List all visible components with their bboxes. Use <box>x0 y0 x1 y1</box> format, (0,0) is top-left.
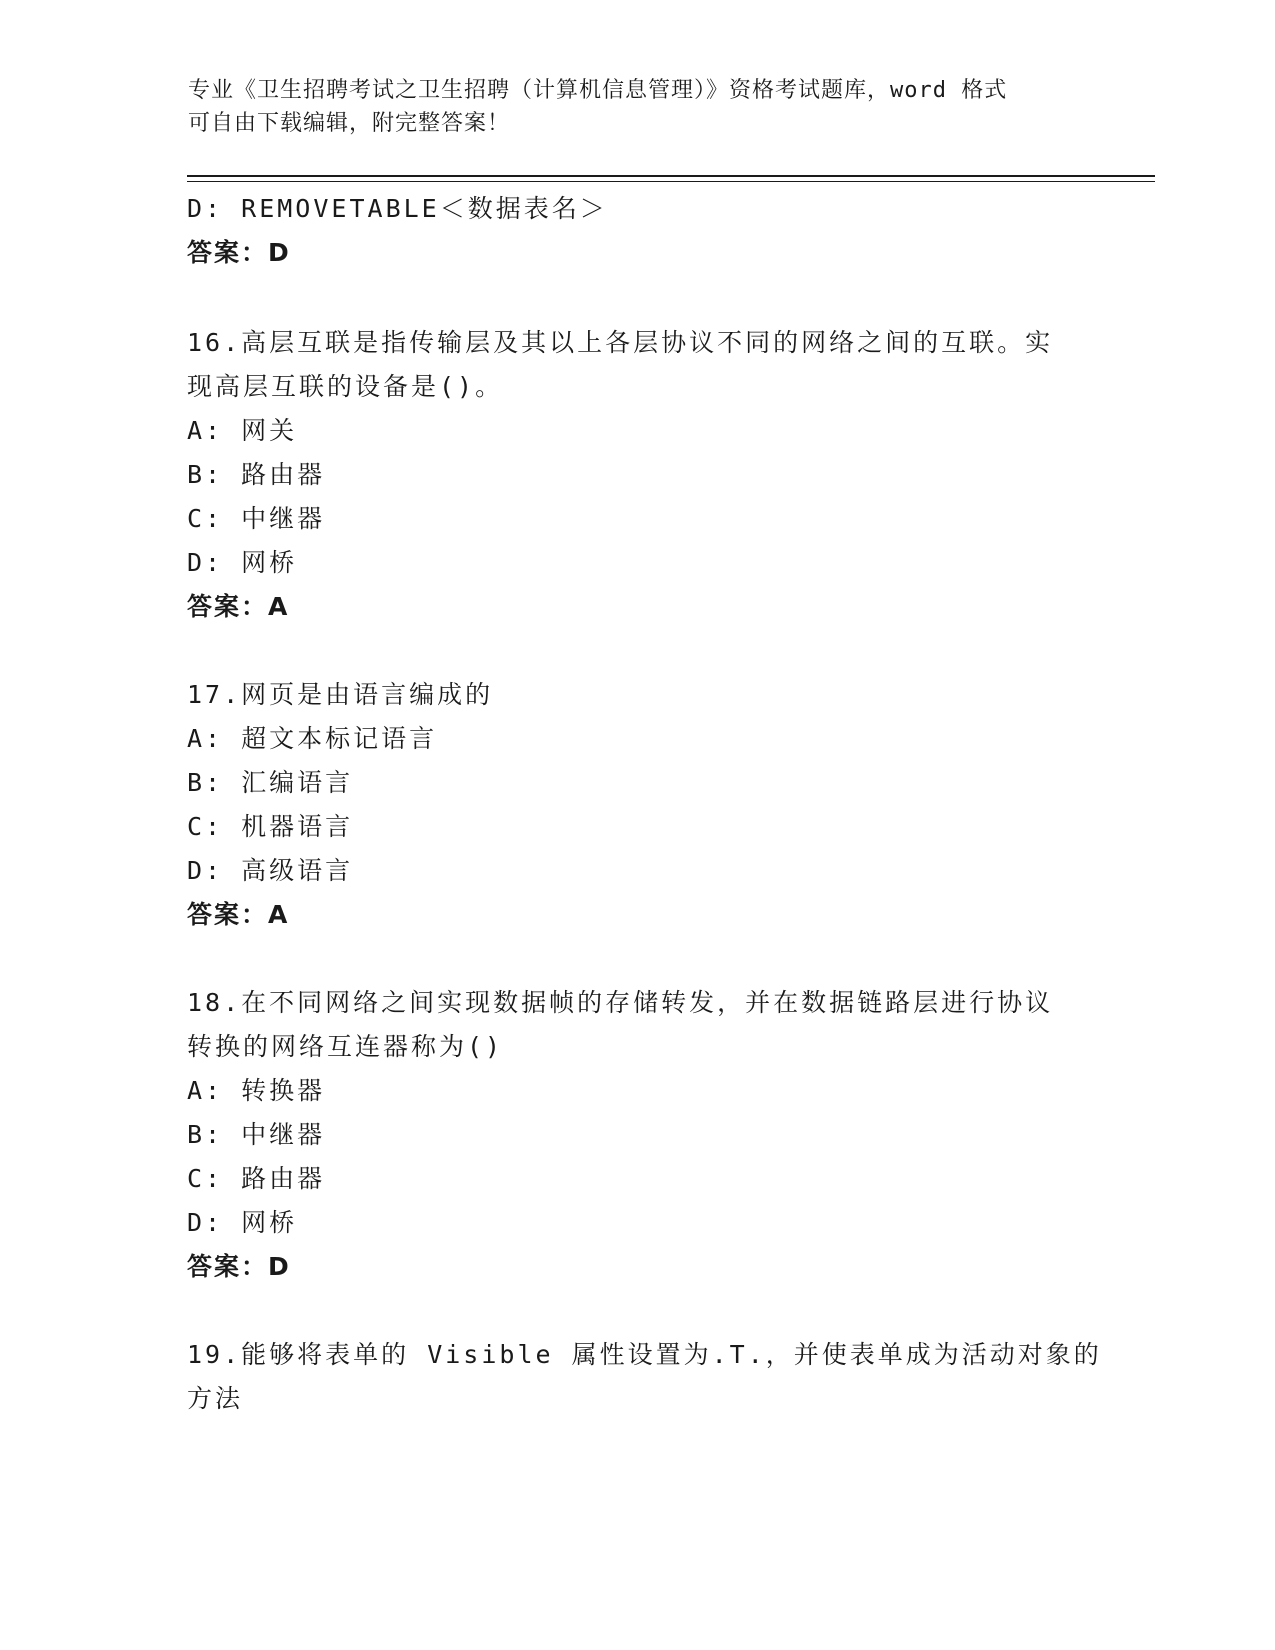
header-rule-thin <box>187 181 1155 182</box>
q18-text-line-2: 转换的网络互连器称为() <box>187 1032 504 1061</box>
q18-option-a: A: 转换器 <box>187 1076 326 1105</box>
q17-answer: 答案：A <box>187 900 290 929</box>
prev-option-d: D: REMOVETABLE＜数据表名＞ <box>187 194 608 223</box>
q19-text-line-1: 19.能够将表单的 Visible 属性设置为.T.，并使表单成为活动对象的 <box>187 1340 1102 1369</box>
q18-option-b: B: 中继器 <box>187 1120 326 1149</box>
q18-answer: 答案：D <box>187 1252 291 1281</box>
q18-option-d: D: 网桥 <box>187 1208 298 1237</box>
q17-option-a: A: 超文本标记语言 <box>187 724 438 753</box>
header-line-1: 专业《卫生招聘考试之卫生招聘（计算机信息管理）》资格考试题库，word 格式 <box>188 78 1008 103</box>
document-header <box>188 74 1088 140</box>
q16-answer: 答案：A <box>187 592 290 621</box>
q16-option-b: B: 路由器 <box>187 460 326 489</box>
q17-option-c: C: 机器语言 <box>187 812 354 841</box>
header-line-2: 可自由下载编辑，附完整答案！ <box>188 111 511 136</box>
q16-text-line-2: 现高层互联的设备是()。 <box>187 372 504 401</box>
header-rule-thick <box>187 175 1155 177</box>
q18-text-line-1: 18.在不同网络之间实现数据帧的存储转发，并在数据链路层进行协议 <box>187 988 1054 1017</box>
q19-text-line-2: 方法 <box>187 1384 244 1413</box>
q16-option-c: C: 中继器 <box>187 504 326 533</box>
q17-option-d: D: 高级语言 <box>187 856 354 885</box>
q17-text-line-1: 17.网页是由语言编成的 <box>187 680 494 709</box>
prev-answer: 答案：D <box>187 238 291 267</box>
q16-option-d: D: 网桥 <box>187 548 298 577</box>
q18-option-c: C: 路由器 <box>187 1164 326 1193</box>
q17-option-b: B: 汇编语言 <box>187 768 354 797</box>
q16-text-line-1: 16.高层互联是指传输层及其以上各层协议不同的网络之间的互联。实 <box>187 328 1054 357</box>
q16-option-a: A: 网关 <box>187 416 298 445</box>
